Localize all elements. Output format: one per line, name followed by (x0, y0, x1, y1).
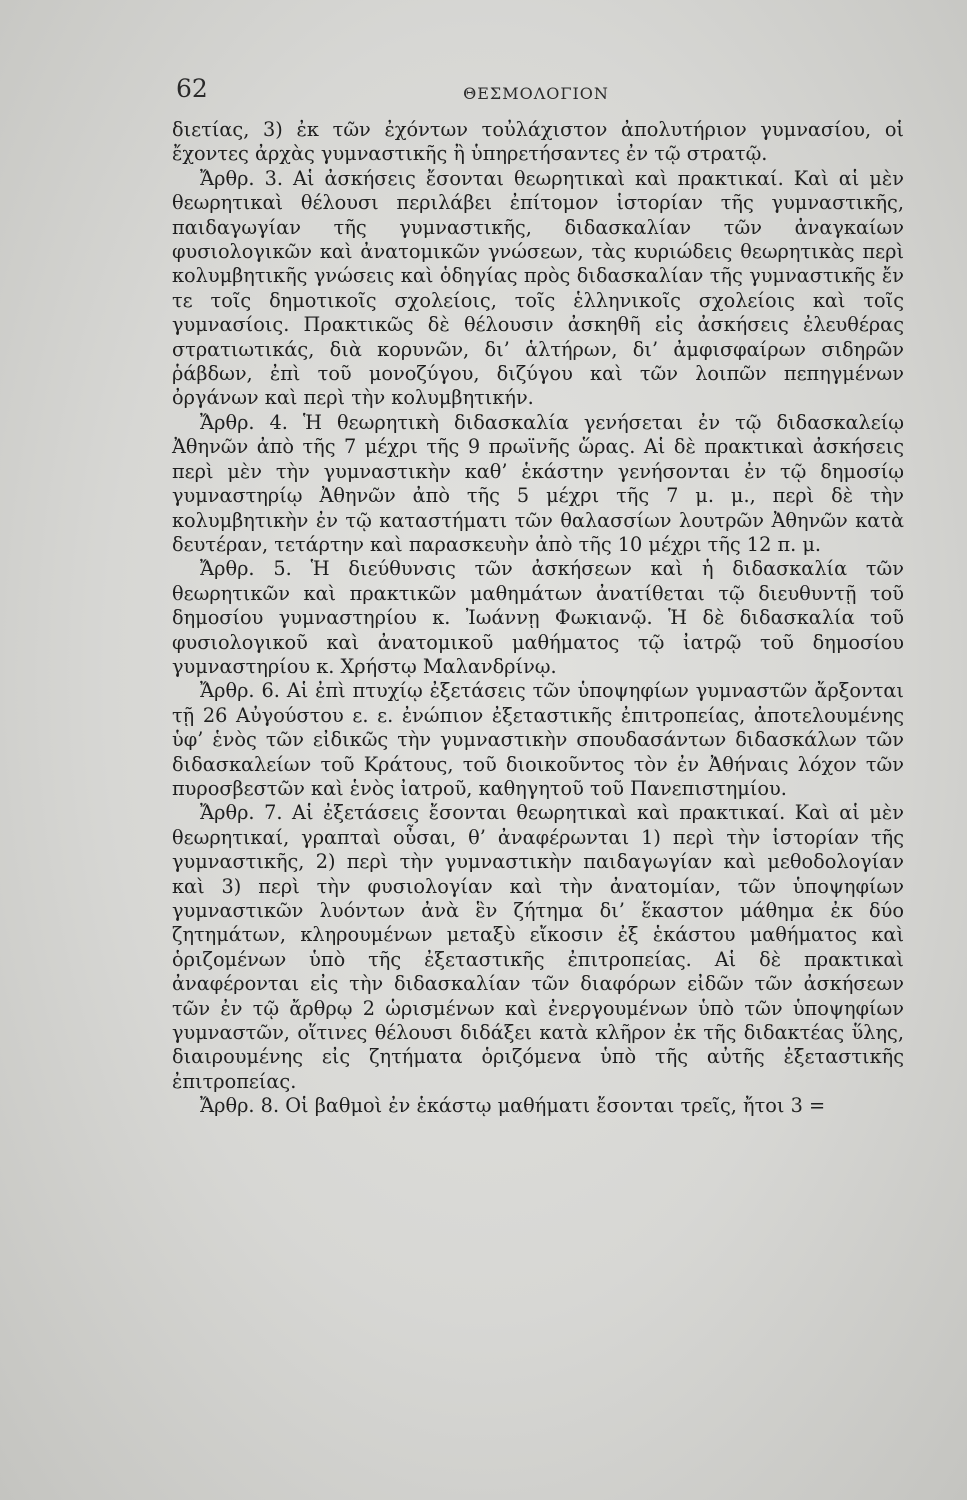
page-number: 62 (176, 74, 208, 103)
paragraph-article-3: Ἄρθρ. 3. Αἱ ἀσκήσεις ἔσονται θεωρητικαὶ καὶ πρακτικαί. Καὶ αἱ μὲν θεωρητικαὶ θέλουσι περιλάβει ἐπίτομον ἱστορίαν τῆς γυμναστικῆς, παιδαγωγίαν τῆς γυμναστικῆς, διδασκαλίαν τῶν ἀναγκαίων φυσιολογικῶν καὶ ἀνατομικῶν γνώσεων, τὰς κυριώδεις θεωρητικὰς περὶ κολυμβητικῆς γνώσεις καὶ ὁδηγίας πρὸς διδασκαλίαν τῆς γυμναστικῆς ἔν τε τοῖς δημοτικοῖς σχολείοις, τοῖς ἑλληνικοῖς σχολείοις καὶ τοῖς γυμνασίοις. Πρακτικῶς δὲ θέλουσιν ἀσκηθῆ εἰς ἀσκήσεις ἐλευθέρας στρατιωτικάς, διὰ κορυνῶν, δι’ ἁλτήρων, δι’ ἀμφισφαίρων σιδηρῶν ῥάβδων, ἐπὶ τοῦ μονοζύγου, διζύγου καὶ τῶν λοιπῶν πεπηγμένων ὀργάνων καὶ περὶ τὴν κολυμβητικήν. (172, 166, 904, 410)
paragraph-article-4: Ἄρθρ. 4. Ἡ θεωρητικὴ διδασκαλία γενήσεται ἐν τῷ διδασκαλείῳ Ἀθηνῶν ἀπὸ τῆς 7 μέχρι τῆς 9 πρωϊνῆς ὥρας. Αἱ δὲ πρακτικαὶ ἀσκήσεις περὶ μὲν τὴν γυμναστικὴν καθ’ ἑκάστην γενήσονται ἐν τῷ δημοσίῳ γυμναστηρίῳ Ἀθηνῶν ἀπὸ τῆς 5 μέχρι τῆς 7 μ. μ., περὶ δὲ τὴν κολυμβητικὴν ἐν τῷ καταστήματι τῶν θαλασσίων λουτρῶν Ἀθηνῶν κατὰ δευτέραν, τετάρτην καὶ παρασκευὴν ἀπὸ τῆς 10 μέχρι τῆς 12 π. μ. (172, 410, 904, 556)
paragraph-article-7: Ἄρθρ. 7. Αἱ ἐξετάσεις ἔσονται θεωρητικαὶ καὶ πρακτικαί. Καὶ αἱ μὲν θεωρητικαί, γραπταὶ οὖσαι, θ’ ἀναφέρωνται 1) περὶ τὴν ἱστορίαν τῆς γυμναστικῆς, 2) περὶ τὴν γυμναστικὴν παιδαγωγίαν καὶ μεθοδολογίαν καὶ 3) περὶ τὴν φυσιολογίαν καὶ τὴν ἀνατομίαν, τῶν ὑποψηφίων γυμναστικῶν λυόντων ἀνὰ ἓν ζήτημα δι’ ἕκαστον μάθημα ἐκ δύο ζητημάτων, κληρουμένων μεταξὺ εἴκοσιν ἐξ ἑκάστου μαθήματος καὶ ὁριζομένων ὑπὸ τῆς ἐξεταστικῆς ἐπιτροπείας. Αἱ δὲ πρακτικαὶ ἀναφέρονται εἰς τὴν διδασκαλίαν τῶν διαφόρων εἰδῶν τῶν ἀσκήσεων τῶν ἐν τῷ ἄρθρῳ 2 ὡρισμένων καὶ ἐνεργουμένων ὑπὸ τῶν ὑποψηφίων γυμναστῶν, οἵτινες θέλουσι διδάξει κατὰ κλῆρον ἐκ τῆς διδακτέας ὕλης, διαιρουμένης εἰς ζητήματα ὁριζόμενα ὑπὸ τῆς αὐτῆς ἐξεταστικῆς ἐπιτροπείας. (172, 801, 904, 1093)
paragraph-article-6: Ἄρθρ. 6. Αἱ ἐπὶ πτυχίῳ ἐξετάσεις τῶν ὑποψηφίων γυμναστῶν ἄρξονται τῇ 26 Αὐγούστου ε. ε. ἐνώπιον ἐξεταστικῆς ἐπιτροπείας, ἀποτελουμένης ὑφ’ ἑνὸς τῶν εἰδικῶς τὴν γυμναστικὴν σπουδασάντων διδασκάλων τῶν διδασκαλείων τοῦ Κράτους, τοῦ διοικοῦντος τὸν ἐν Ἀθήναις λόχον τῶν πυροσβεστῶν καὶ ἑνὸς ἰατροῦ, καθηγητοῦ τοῦ Πανεπιστημίου. (172, 679, 904, 800)
page-header (176, 74, 896, 110)
running-title: ΘΕΣΜΟΛΟΓΙΟΝ (463, 84, 609, 103)
paragraph-article-8: Ἄρθρ. 8. Οἱ βαθμοὶ ἐν ἑκάστῳ μαθήματι ἔσονται τρεῖς, ἤτοι 3 = (200, 1094, 826, 1118)
paragraph-continuation: διετίας, 3) ἐκ τῶν ἐχόντων τοὐλάχιστον ἀπολυτήριον γυμνασίου, οἱ ἔχοντες ἀρχὰς γυμναστικῆς ἢ ὑπηρετήσαντες ἐν τῷ στρατῷ. (172, 118, 904, 166)
body-text (172, 118, 904, 1119)
paragraph-article-5: Ἄρθρ. 5. Ἡ διεύθυνσις τῶν ἀσκήσεων καὶ ἡ διδασκαλία τῶν θεωρητικῶν καὶ πρακτικῶν μαθημάτων ἀνατίθεται τῷ διευθυντῇ τοῦ δημοσίου γυμναστηρίου κ. Ἰωάννῃ Φωκιανῷ. Ἡ δὲ διδασκαλία τοῦ φυσιολογικοῦ καὶ ἀνατομικοῦ μαθήματος τῷ ἰατρῷ τοῦ δημοσίου γυμναστηρίου κ. Χρήστῳ Μαλανδρίνῳ. (172, 557, 904, 678)
